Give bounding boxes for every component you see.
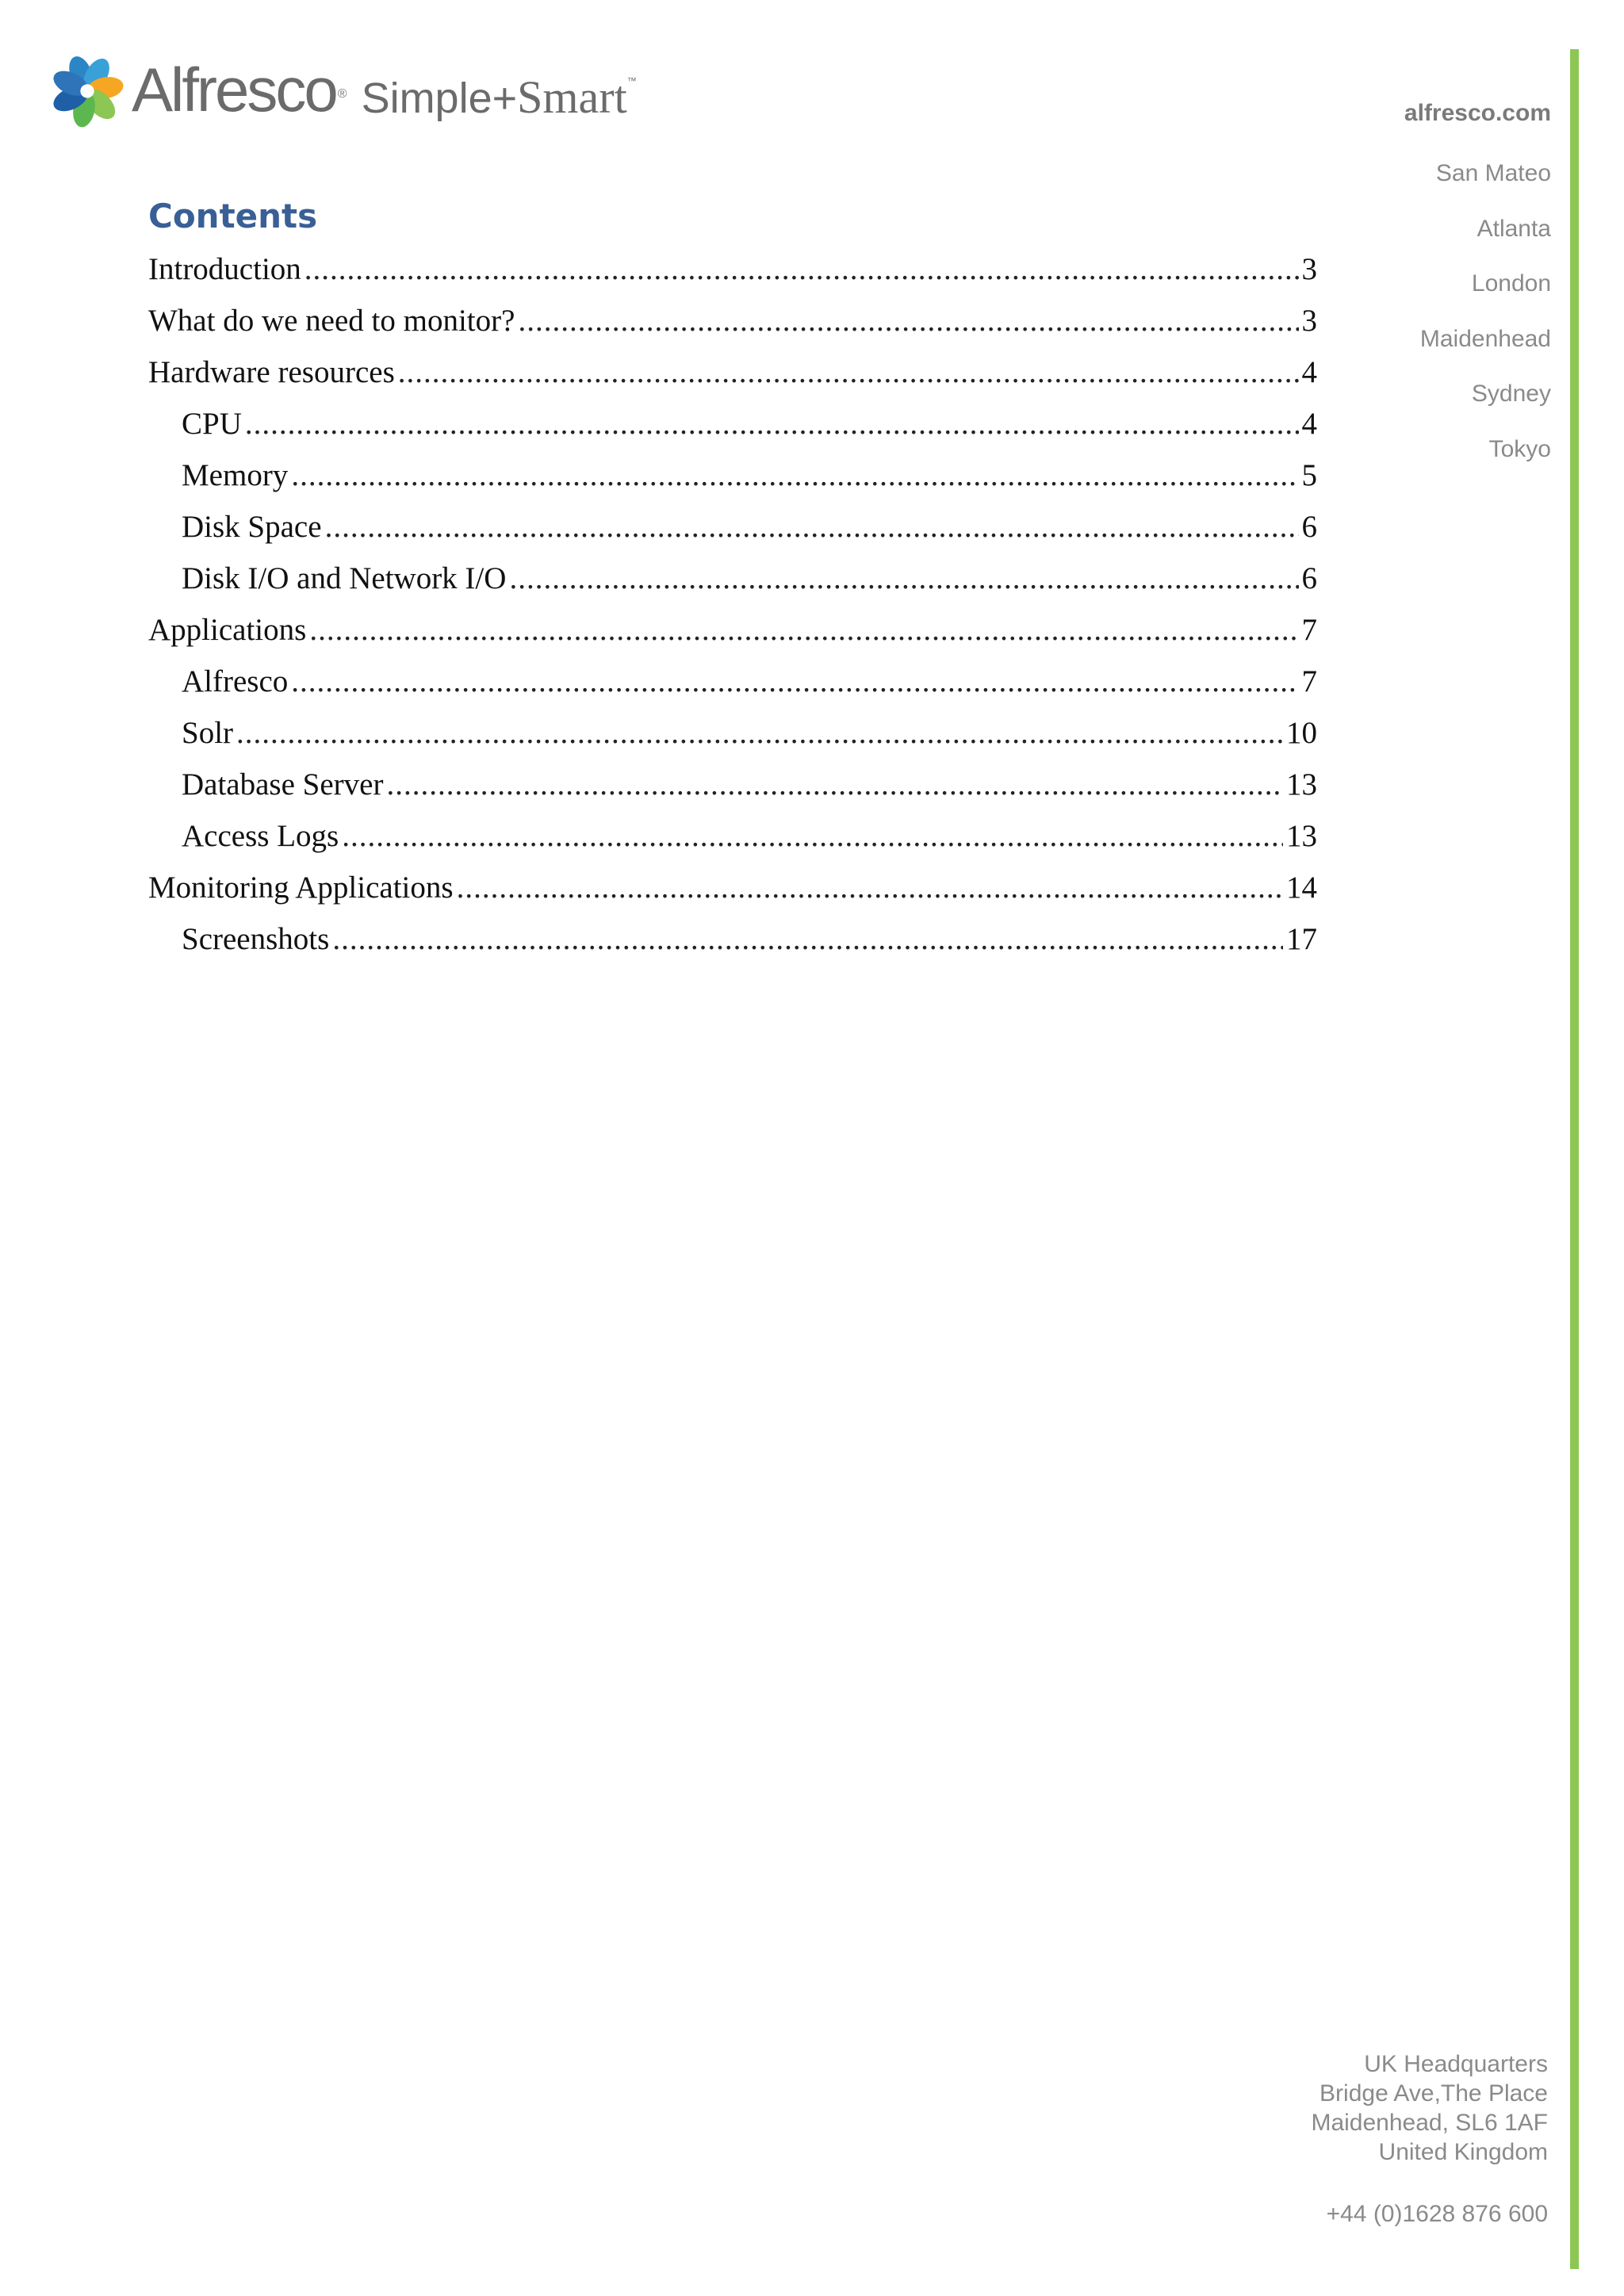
toc-page-number: 13: [1286, 819, 1317, 853]
city-item: Atlanta: [1477, 215, 1551, 242]
toc-entry[interactable]: [148, 919, 1317, 970]
tagline-simple: Simple: [361, 75, 492, 122]
table-of-contents: [148, 249, 1317, 970]
toc-dot-leader: [457, 867, 1283, 909]
toc-entry[interactable]: [148, 249, 1317, 300]
toc-entry[interactable]: [148, 455, 1317, 507]
toc-dot-leader: [325, 507, 1299, 548]
toc-page-number: 6: [1301, 561, 1317, 595]
toc-entry-title: Memory: [182, 458, 289, 492]
toc-page-number: 7: [1301, 664, 1317, 698]
toc-page-number: 4: [1301, 355, 1317, 389]
toc-entry-title: Screenshots: [182, 922, 330, 956]
toc-entry-title: Database Server: [182, 767, 384, 802]
toc-entry[interactable]: [148, 816, 1317, 867]
website-link[interactable]: alfresco.com: [1404, 100, 1551, 126]
toc-entry[interactable]: [148, 558, 1317, 610]
toc-page-number: 5: [1301, 458, 1317, 492]
city-item: London: [1471, 270, 1551, 297]
toc-entry-title: Disk I/O and Network I/O: [182, 561, 507, 595]
toc-dot-leader: [386, 764, 1283, 806]
toc-entry-title: Applications: [148, 613, 307, 647]
toc-dot-leader: [398, 352, 1299, 393]
toc-dot-leader: [332, 919, 1283, 960]
toc-entry-title: Introduction: [148, 252, 301, 286]
toc-entry[interactable]: [148, 404, 1317, 455]
toc-page-number: 13: [1286, 767, 1317, 802]
toc-entry-title: Disk Space: [182, 510, 322, 544]
toc-dot-leader: [309, 610, 1298, 651]
city-item: San Mateo: [1435, 160, 1551, 186]
toc-page-number: 10: [1286, 716, 1317, 750]
toc-entry[interactable]: [148, 610, 1317, 661]
city-item: Maidenhead: [1419, 325, 1551, 352]
toc-entry-title: What do we need to monitor?: [148, 304, 515, 338]
toc-entry-title: Monitoring Applications: [148, 871, 454, 905]
tagline-plus: +: [492, 75, 518, 122]
toc-dot-leader: [509, 558, 1298, 599]
toc-entry-title: Solr: [182, 716, 234, 750]
brand-name: Alfresco: [132, 55, 336, 124]
toc-entry[interactable]: [148, 867, 1317, 919]
toc-dot-leader: [518, 300, 1298, 342]
toc-page-number: 3: [1301, 304, 1317, 338]
alfresco-logo: [49, 46, 637, 133]
toc-entry-title: CPU: [182, 407, 242, 441]
toc-page-number: 14: [1286, 871, 1317, 905]
toc-entry[interactable]: [148, 713, 1317, 764]
toc-dot-leader: [291, 661, 1298, 702]
tagline: [361, 71, 637, 123]
address-line: United Kingdom: [1378, 2139, 1548, 2165]
toc-entry-title: Alfresco: [182, 664, 289, 698]
address-line: Bridge Ave,The Place: [1320, 2080, 1548, 2107]
uk-headquarters-address: [1311, 2049, 1548, 2167]
toc-entry[interactable]: [148, 352, 1317, 404]
toc-page-number: 4: [1301, 407, 1317, 441]
city-item: Tokyo: [1488, 435, 1551, 462]
toc-entry-title: Hardware resources: [148, 355, 395, 389]
alfresco-flower-icon: [49, 50, 125, 129]
toc-entry[interactable]: [148, 507, 1317, 558]
toc-page-number: 7: [1301, 613, 1317, 647]
toc-dot-leader: [342, 816, 1283, 857]
toc-dot-leader: [304, 249, 1299, 290]
address-line: UK Headquarters: [1364, 2051, 1548, 2077]
phone-number: +44 (0)1628 876 600: [1326, 2201, 1548, 2227]
trademark-mark: ™: [626, 75, 637, 86]
green-vertical-rule: [1570, 49, 1579, 2269]
toc-dot-leader: [291, 455, 1298, 496]
office-city-list: [1420, 157, 1551, 488]
toc-entry[interactable]: [148, 764, 1317, 816]
toc-dot-leader: [245, 404, 1299, 445]
contents-heading: Contents: [148, 197, 318, 235]
tagline-smart: Smart: [517, 71, 627, 123]
toc-page-number: 17: [1286, 922, 1317, 956]
toc-entry[interactable]: [148, 300, 1317, 352]
toc-entry-title: Access Logs: [182, 819, 339, 853]
address-line: Maidenhead, SL6 1AF: [1311, 2110, 1548, 2136]
toc-dot-leader: [236, 713, 1283, 754]
toc-entry[interactable]: [148, 661, 1317, 713]
registered-mark: ®: [337, 87, 347, 101]
toc-page-number: 6: [1301, 510, 1317, 544]
city-item: Sydney: [1471, 381, 1551, 407]
toc-page-number: 3: [1301, 252, 1317, 286]
